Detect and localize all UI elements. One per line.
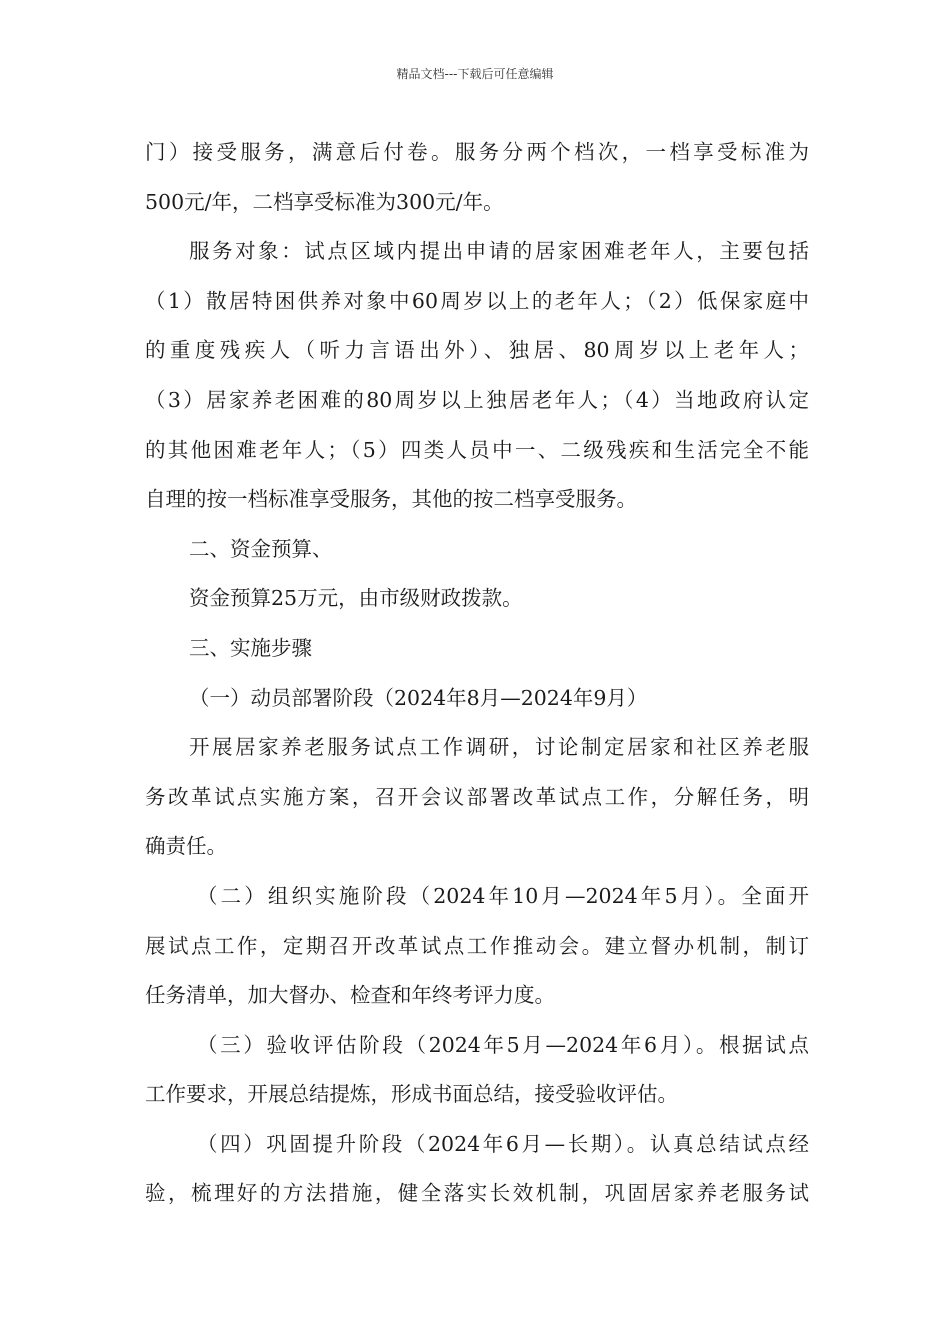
section-heading: 三、实施步骤 [189,635,312,660]
document-body [145,128,809,1219]
text-line: 验，梳理好的方法措施，健全落实长效机制，巩固居家养老服务试 [145,1181,809,1206]
text-line: （四）巩固提升阶段（2024年6月—长期）。认真总结试点经 [197,1131,809,1156]
text-line: 确责任。 [145,834,227,859]
page-header: 精品文档---下载后可任意编辑 [396,67,554,81]
text-line: 任务清单，加大督办、检查和年终考评力度。 [145,983,555,1008]
subsection-heading: （一）动员部署阶段（2024年8月—2024年9月） [189,685,648,710]
text-line: 工作要求，开展总结提炼，形成书面总结，接受验收评估。 [145,1082,678,1107]
text-line: 开展居家养老服务试点工作调研，讨论制定居家和社区养老服 [189,735,809,760]
text-line: 自理的按一档标准享受服务，其他的按二档享受服务。 [145,487,637,512]
text-line: 的其他困难老年人；（5）四类人员中一、二级残疾和生活完全不能 [145,437,809,462]
text-line: 的重度残疾人（听力言语出外）、独居、80周岁以上老年人； [145,338,809,363]
text-line: 务改革试点实施方案，召开会议部署改革试点工作，分解任务，明 [145,784,809,809]
text-line: （二）组织实施阶段（2024年10月—2024年5月）。全面开 [197,883,809,908]
text-line: 门）接受服务，满意后付卷。服务分两个档次，一档享受标准为 [145,140,809,164]
text-line: （三）验收评估阶段（2024年5月—2024年6月）。根据试点 [197,1032,809,1057]
section-heading: 二、资金预算、 [189,536,333,561]
text-line: 服务对象：试点区域内提出申请的居家困难老年人，主要包括 [189,239,809,264]
text-line: （3）居家养老困难的80周岁以上独居老年人；（4）当地政府认定 [145,387,809,412]
text-line: （1）散居特困供养对象中60周岁以上的老年人；（2）低保家庭中 [145,288,809,313]
text-line: 展试点工作，定期召开改革试点工作推动会。建立督办机制，制订 [145,933,809,958]
text-line: 500元/年，二档享受标准为300元/年。 [145,189,504,214]
text-line: 资金预算25万元，由市级财政拨款。 [189,586,523,611]
